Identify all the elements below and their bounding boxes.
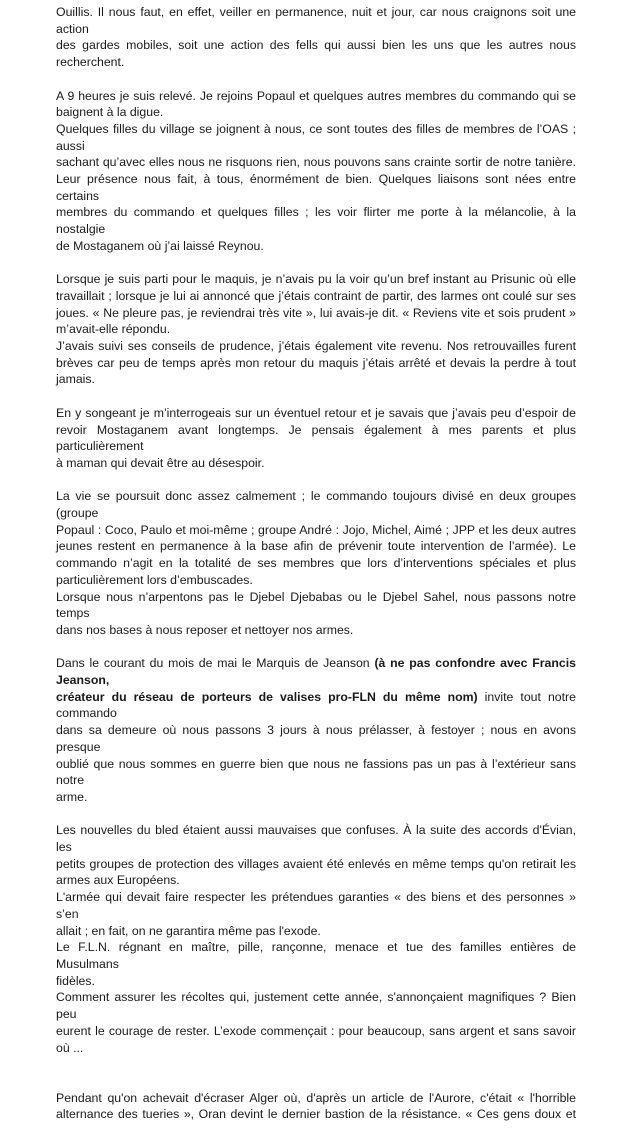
text-segment: Dans le courant du mois de mai le Marquis de Jeanson <box>56 656 375 671</box>
text-line: des gardes mobiles, soit une action des fells qui aussi bien les uns que les autres nous recherchent. <box>56 38 576 70</box>
text-line: m’avait-elle répondu. <box>56 322 171 337</box>
text-line: joues. « Ne pleure pas, je reviendrai très vite », lui avais-je dit. « Reviens vite et sois prudent » <box>56 305 576 320</box>
paragraph <box>56 405 576 472</box>
text-line: A 9 heures je suis relevé. Je rejoins Popaul et quelques autres membres du commando qui se <box>56 88 576 103</box>
text-line: jamais. <box>56 372 95 387</box>
text-line: Ouillis. Il nous faut, en effet, veiller en permanence, nuit et jour, car nous craignons soit une action <box>56 5 576 36</box>
text-line: Pendant qu'on achevait d'écraser Alger où, d'après un article de l'Aurore, c'était « l'horrible <box>56 1090 576 1105</box>
text-line <box>56 655 576 688</box>
text-line: de Mostaganem où j’ai laissé Reynou. <box>56 238 264 253</box>
bold-text-segment: créateur du réseau de porteurs de valises pro-FLN du même nom) <box>56 689 478 704</box>
paragraph <box>56 88 576 255</box>
text-line: Les nouvelles du bled étaient aussi mauvaises que confuses. À la suite des accords d'Évian, les <box>56 823 576 855</box>
paragraph <box>56 4 576 71</box>
text-line: sachant qu’avec elles nous ne risquons rien, nous pouvons sans crainte sortir de notre tanière. <box>56 155 576 170</box>
paragraph <box>56 822 576 1056</box>
text-line: membres du commando et quelques filles ; les voir flirter me porte à la mélancolie, à la nostalgie <box>56 205 576 237</box>
text-line: La vie se poursuit donc assez calmement ; le commando toujours divisé en deux groupes (groupe <box>56 489 576 521</box>
text-line: travaillait ; lorsque je lui ai annoncé que j’étais contraint de partir, des larmes ont coulé sur ses <box>56 288 576 303</box>
text-line: Quelques filles du village se joignent à nous, ce sont toutes des filles de membres de l’OAS ; aussi <box>56 121 576 153</box>
text-line: alternance des tueries », Oran devint le dernier bastion de la résistance. « Ces gens doux et <box>56 1107 576 1122</box>
text-line: Lorsque je suis parti pour le maquis, je n’avais pu la voir qu’un bref instant au Prisunic où elle <box>56 272 576 287</box>
text-line: jeunes restent en permanence à la base afin de prévenir toute intervention de l’armée). Le <box>56 539 576 554</box>
text-line: arme. <box>56 789 88 804</box>
paragraph <box>56 271 576 388</box>
text-line: fidèles. <box>56 973 95 988</box>
text-line: eurent le courage de rester. L’exode commençait : pour beaucoup, sans argent et sans savoir où ... <box>56 1023 576 1055</box>
text-line: particulièrement lors d’embuscades. <box>56 572 253 587</box>
text-line: dans sa demeure où nous passons 3 jours à nous prélasser, à festoyer ; nous en avons presque <box>56 723 576 754</box>
text-line: Comment assurer les récoltes qui, justement cette année, s'annonçaient magnifiques ? Bien peu <box>56 990 576 1022</box>
text-line: Lorsque nous n’arpentons pas le Djebel Djebabas ou le Djebel Sahel, nous passons notre temps <box>56 589 576 621</box>
text-line: En y songeant je m’interrogeais sur un éventuel retour et je savais que j’avais peu d’espoir de <box>56 405 576 420</box>
text-line: commando n’agit en la totalité de ses membres que lors d’interventions spéciales et plus <box>56 556 576 571</box>
text-line <box>56 689 576 722</box>
text-line: Le F.L.N. régnant en maître, pille, rançonne, menace et tue des familles entières de Musulmans <box>56 940 576 971</box>
text-line: à maman qui devait être au désespoir. <box>56 455 265 470</box>
text-line: allait ; en fait, on ne garantira même pas l'exode. <box>56 923 321 938</box>
text-line: Popaul : Coco, Paulo et moi-même ; groupe André : Jojo, Michel, Aimé ; JPP et les deux autres <box>56 522 576 537</box>
bold-text-segment: (à ne pas confondre avec Francis Jeanson, <box>56 656 576 688</box>
text-line: J’avais suivi ses conseils de prudence, j’étais également vite revenu. Nos retrouvailles furent <box>56 339 576 354</box>
text-line: dans nos bases à nous reposer et nettoyer nos armes. <box>56 622 354 637</box>
text-line: armes aux Européens. <box>56 873 180 888</box>
text-line: L'armée qui devait faire respecter les prétendues garanties « des biens et des personnes » s’en <box>56 890 576 921</box>
text-line: oublié que nous sommes en guerre bien que nous ne fassions pas un pas à l’extérieur sans notre <box>56 756 576 788</box>
text-line: revoir Mostaganem avant longtemps. Je pensais également à mes parents et plus particulièrement <box>56 422 576 454</box>
paragraph <box>56 655 576 805</box>
text-line: brèves car peu de temps après mon retour du maquis j’étais arrêté et devais la perdre à tout <box>56 355 576 370</box>
document-page <box>56 4 576 1140</box>
text-line: baignent à la digue. <box>56 105 164 120</box>
paragraph-spacer <box>56 1073 576 1090</box>
paragraph <box>56 1090 576 1123</box>
text-line: Leur présence nous fait, à tous, énormément de bien. Quelques liaisons sont nées entre certains <box>56 172 576 203</box>
text-line: petits groupes de protection des villages avaient été enlevés en même temps qu'on retirait les <box>56 856 576 871</box>
text-segment: invite tout notre commando <box>56 689 576 721</box>
paragraph <box>56 488 576 638</box>
